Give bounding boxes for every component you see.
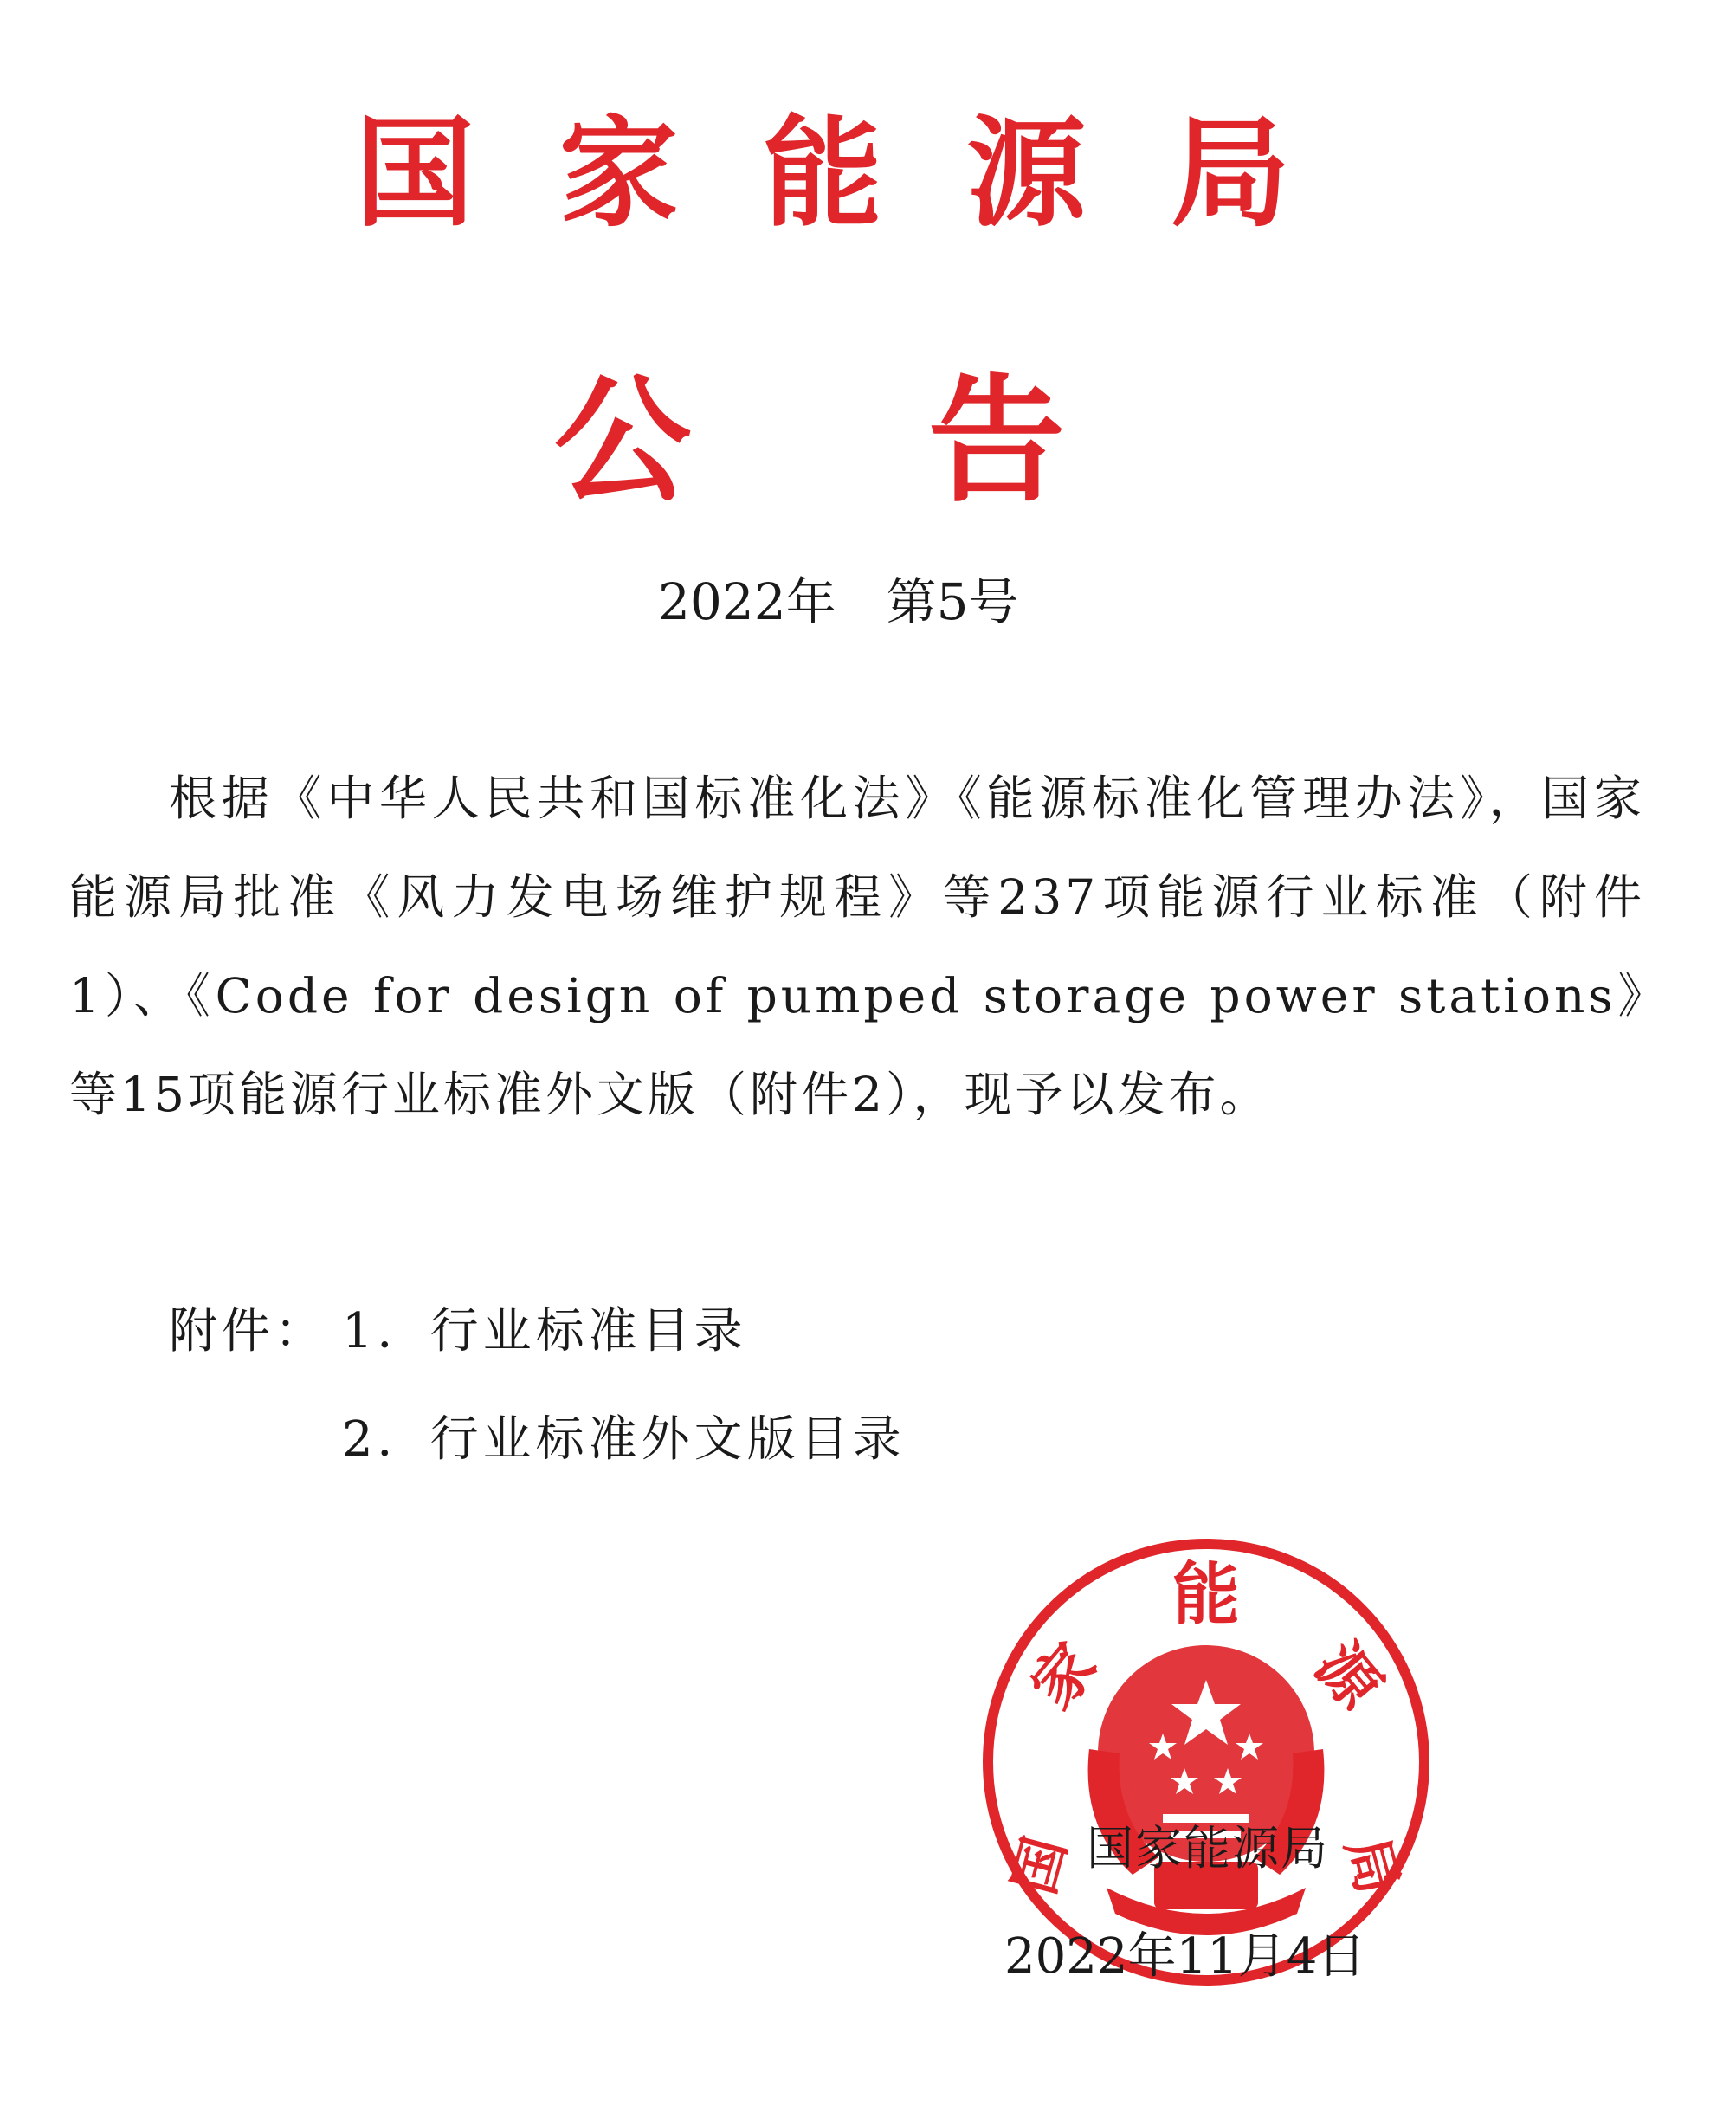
- seal-char-bottom-left: 国: [1002, 1830, 1080, 1902]
- agency-title-char: 国: [355, 102, 475, 243]
- seal-char-left: 家: [1016, 1629, 1111, 1722]
- document-type-char: 公: [554, 361, 691, 521]
- agency-title-char: 家: [558, 102, 679, 243]
- issuer-name: 国家能源局: [1087, 1821, 1329, 1876]
- agency-title-char: 局: [1170, 102, 1290, 243]
- document-type-char: 告: [928, 361, 1065, 521]
- agency-title: [355, 104, 1290, 242]
- agency-title-char: 源: [966, 102, 1087, 243]
- document-type-title: [554, 361, 1065, 521]
- attachment-item-label: 1．行业标准目录: [342, 1303, 747, 1359]
- attachment-item: [169, 1277, 906, 1385]
- issue-date: 2022年11月4日: [1004, 1928, 1366, 1985]
- seal-char-bottom-right: 局: [1333, 1830, 1410, 1902]
- attachments-list: [169, 1277, 906, 1494]
- attachment-item-label: 2．行业标准外文版目录: [342, 1411, 906, 1468]
- agency-title-char: 能: [762, 102, 882, 243]
- announcement-paragraph: 根据《中华人民共和国标准化法》《能源标准化管理办法》，国家能源局批准《风力发电场维护规程》等237项能源行业标准（附件1）、《Code for design of pumped storage power stations》等15项能源行业标准外文版（附件2），现予以发布。: [69, 771, 1645, 1122]
- document-number: 2022年 第5号: [658, 572, 1019, 631]
- attachment-item: [169, 1385, 906, 1494]
- seal-char-right: 源: [1301, 1629, 1396, 1722]
- seal-char-top: 能: [1171, 1555, 1241, 1634]
- official-seal: [977, 1533, 1436, 1992]
- attachments-heading: 附件：: [169, 1303, 327, 1359]
